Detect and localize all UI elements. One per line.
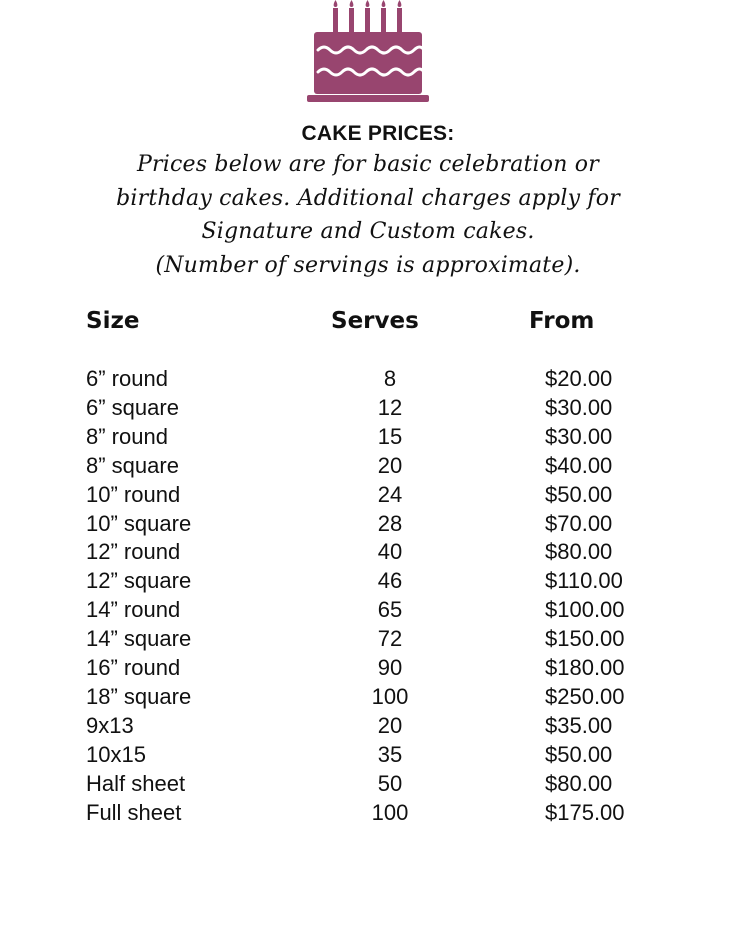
cake-size: 6” square bbox=[86, 394, 179, 420]
table-row bbox=[0, 482, 736, 511]
table-row bbox=[0, 684, 736, 713]
servings: 35 bbox=[377, 741, 403, 767]
cake-size: 10” square bbox=[86, 510, 192, 536]
column-header-size: Size bbox=[86, 308, 140, 334]
price: $150.00 bbox=[545, 626, 625, 652]
price: $35.00 bbox=[545, 712, 613, 738]
table-row bbox=[0, 424, 736, 453]
price: $175.00 bbox=[545, 799, 625, 825]
table-row bbox=[0, 655, 736, 684]
intro-line-1: Prices below are for basic celebration or bbox=[137, 152, 599, 177]
price: $110.00 bbox=[545, 568, 623, 594]
table-row bbox=[0, 626, 736, 655]
price: $50.00 bbox=[545, 741, 613, 767]
price: $30.00 bbox=[545, 423, 613, 449]
intro-line-3: Signature and Custom cakes. bbox=[201, 219, 535, 244]
servings: 28 bbox=[377, 510, 403, 536]
cake-size: 14” round bbox=[86, 597, 181, 623]
column-header-serves: Serves bbox=[331, 308, 419, 334]
servings: 20 bbox=[377, 452, 403, 478]
intro-line-2: birthday cakes. Additional charges apply for bbox=[116, 186, 620, 211]
cake-size: 12” round bbox=[86, 539, 181, 565]
servings: 8 bbox=[383, 366, 397, 391]
servings: 20 bbox=[377, 712, 403, 738]
intro-line-4: (Number of servings is approximate). bbox=[155, 253, 581, 278]
servings: 24 bbox=[377, 481, 403, 507]
table-row bbox=[0, 713, 736, 742]
cake-size: Full sheet bbox=[86, 799, 182, 825]
cake-size: 16” round bbox=[86, 655, 181, 680]
cake-size: 14” square bbox=[86, 626, 192, 652]
cake-size: 6” round bbox=[86, 366, 168, 391]
price: $40.00 bbox=[545, 452, 613, 478]
cake-size: 8” square bbox=[86, 452, 179, 478]
page-title: CAKE PRICES: bbox=[301, 122, 455, 145]
servings: 72 bbox=[377, 626, 403, 652]
table-row bbox=[0, 742, 736, 771]
servings: 100 bbox=[371, 683, 409, 709]
table-row bbox=[0, 800, 736, 829]
table-row bbox=[0, 568, 736, 597]
servings: 12 bbox=[377, 394, 403, 420]
column-header-from: From bbox=[529, 308, 595, 334]
servings: 65 bbox=[377, 597, 403, 623]
table-row bbox=[0, 453, 736, 482]
table-row bbox=[0, 771, 736, 800]
price: $100.00 bbox=[545, 597, 625, 623]
servings: 46 bbox=[377, 568, 403, 594]
table-row bbox=[0, 511, 736, 540]
price: $80.00 bbox=[545, 770, 613, 796]
cake-size: 10” round bbox=[86, 481, 181, 507]
table-row bbox=[0, 597, 736, 626]
cake-size: 18” square bbox=[86, 683, 192, 709]
table-row bbox=[0, 539, 736, 568]
table-row bbox=[0, 366, 736, 395]
price: $20.00 bbox=[545, 366, 613, 391]
servings: 100 bbox=[371, 799, 409, 825]
price: $250.00 bbox=[545, 683, 625, 709]
price: $50.00 bbox=[545, 481, 613, 507]
cake-size: 8” round bbox=[86, 423, 168, 449]
price: $30.00 bbox=[545, 394, 613, 420]
servings: 50 bbox=[377, 770, 403, 796]
cake-size: 12” square bbox=[86, 568, 192, 594]
cake-size: Half sheet bbox=[86, 770, 186, 796]
servings: 40 bbox=[377, 539, 403, 565]
price: $70.00 bbox=[545, 510, 613, 536]
cake-size: 9x13 bbox=[86, 712, 134, 738]
servings: 90 bbox=[377, 655, 403, 680]
table-row bbox=[0, 395, 736, 424]
price: $180.00 bbox=[545, 655, 625, 680]
price: $80.00 bbox=[545, 539, 613, 565]
servings: 15 bbox=[377, 423, 403, 449]
cake-size: 10x15 bbox=[86, 741, 146, 767]
